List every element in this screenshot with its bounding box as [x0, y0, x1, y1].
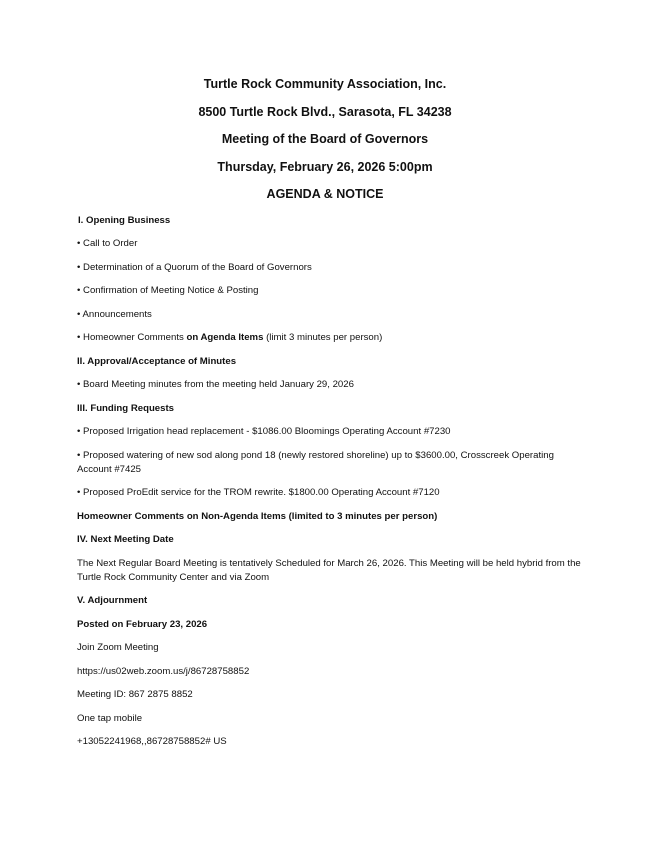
document-type-heading: AGENDA & NOTICE: [266, 187, 384, 201]
agenda-item-proedit: • Proposed ProEdit service for the TROM rewrite. $1800.00 Operating Account #7120: [77, 487, 440, 498]
zoom-join-label: Join Zoom Meeting: [77, 642, 159, 653]
section-next-meeting-title: IV. Next Meeting Date: [77, 534, 174, 545]
org-name: Turtle Rock Community Association, Inc.: [203, 77, 447, 91]
meeting-datetime: Thursday, February 26, 2026 5:00pm: [217, 159, 433, 174]
posted-date: Posted on February 23, 2026: [77, 618, 208, 630]
agenda-item-homeowner-comments: [77, 331, 584, 345]
meeting-title: Meeting of the Board of Governors: [221, 132, 429, 146]
document-header: [0, 76, 650, 202]
zoom-one-tap-label: One tap mobile: [77, 712, 143, 724]
zoom-phone: +13052241968,,86728758852# US: [77, 736, 227, 747]
section-adjournment-title: V. Adjournment: [77, 595, 148, 606]
agenda-item-minutes: • Board Meeting minutes from the meeting held January 29, 2026: [77, 379, 354, 390]
section-funding-title: III. Funding Requests: [77, 402, 175, 414]
agenda-item-irrigation: • Proposed Irrigation head replacement - $1086.00 Bloomings Operating Account #7230: [77, 426, 451, 437]
agenda-item-notice-confirmation: • Confirmation of Meeting Notice & Posting: [77, 285, 259, 296]
homeowner-non-agenda-comments: Homeowner Comments on Non-Agenda Items (limited to 3 minutes per person): [77, 510, 438, 522]
agenda-item-sod-watering: • Proposed watering of new sod along pond 18 (newly restored shoreline) up to $3600.00, Crosscreek Operating Account #7425: [77, 449, 554, 475]
zoom-url: https://us02web.zoom.us/j/86728758852: [77, 665, 250, 677]
homeowner-comments-bold: on Agenda Items: [186, 332, 264, 343]
section-minutes-title: II. Approval/Acceptance of Minutes: [77, 355, 237, 367]
section-opening-business-title: I. Opening Business: [78, 214, 171, 226]
org-address: 8500 Turtle Rock Blvd., Sarasota, FL 34238: [198, 104, 452, 119]
agenda-item-quorum: • Determination of a Quorum of the Board of Governors: [77, 261, 312, 273]
agenda-item-call-to-order: • Call to Order: [77, 238, 138, 249]
zoom-meeting-id: Meeting ID: 867 2875 8852: [77, 689, 193, 700]
next-meeting-text: The Next Regular Board Meeting is tentatively Scheduled for March 26, 2026. This Meeting will be held hybrid from the Turtle Rock Community Center and via Zoom: [77, 557, 581, 583]
homeowner-comments-prefix: • Homeowner Comments: [77, 332, 187, 343]
agenda-body: [77, 214, 584, 750]
agenda-item-announcements: • Announcements: [77, 308, 152, 320]
homeowner-comments-suffix: (limit 3 minutes per person): [263, 332, 383, 343]
